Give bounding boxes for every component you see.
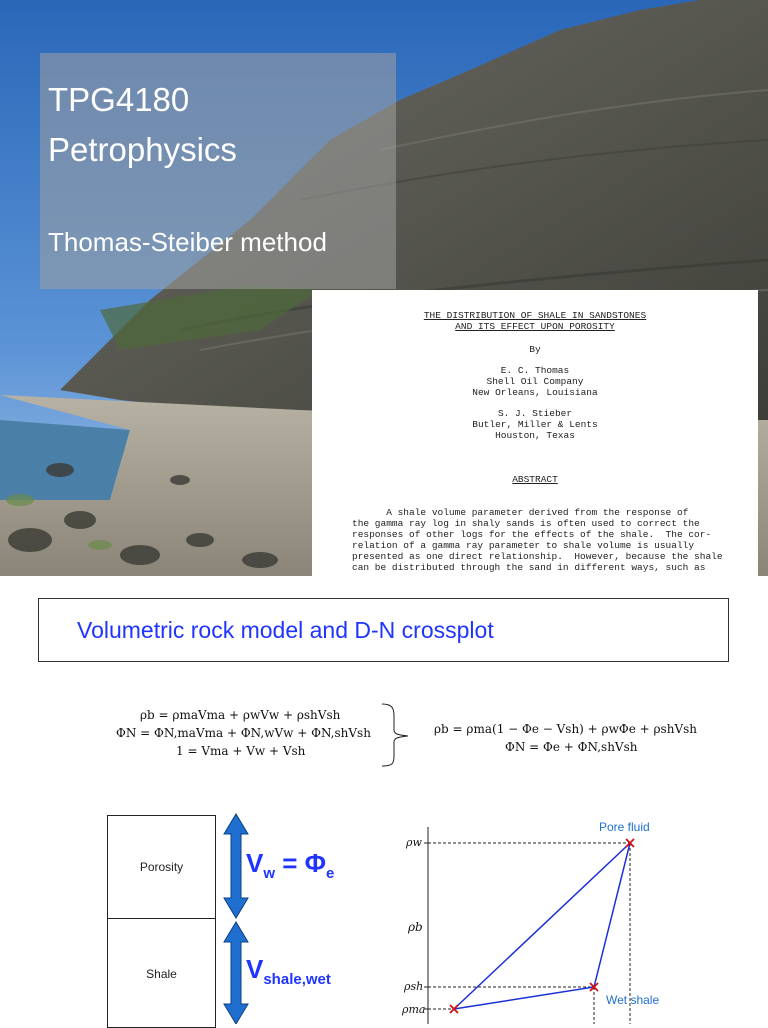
author2-city: Houston, Texas xyxy=(495,430,575,441)
paper-by: By xyxy=(529,344,541,355)
shale-label: Shale xyxy=(146,967,177,981)
vw-sub: w xyxy=(263,865,276,883)
paper-title-line1: THE DISTRIBUTION OF SHALE IN SANDSTONES xyxy=(423,310,647,321)
abstract-line: responses of other logs for the effects of the shale. The cor- xyxy=(352,529,712,540)
volume-arrows xyxy=(222,812,250,1024)
abstract-line: relation of a gamma ray parameter to shale volume is usually xyxy=(352,540,695,551)
rho-w-label: ρw xyxy=(406,836,422,849)
equation-volume-sum: 1 = Vma + Vw + Vsh xyxy=(176,744,306,758)
pore-fluid-label: Pore fluid xyxy=(599,820,650,834)
author1-city: New Orleans, Louisiana xyxy=(472,387,598,398)
abstract-line: presented as one direct relationship. However, because the shale xyxy=(352,551,723,562)
vw-eq: = Φ xyxy=(275,848,326,878)
author1-name: E. C. Thomas xyxy=(500,365,570,376)
vshale-label xyxy=(246,954,331,988)
shale-arrow-icon xyxy=(224,922,248,1024)
title-box xyxy=(40,53,396,289)
equation-neutron-reduced: ΦN = Φe + ΦN,shVsh xyxy=(505,740,638,754)
author2-org: Butler, Miller & Lents xyxy=(472,419,598,430)
paper-title-line2: AND ITS EFFECT UPON POROSITY xyxy=(455,321,615,332)
equation-density: ρb = ρmaVma + ρwVw + ρshVsh xyxy=(140,708,341,722)
shale-block xyxy=(107,918,216,1028)
vw-label xyxy=(246,848,334,882)
abstract-line: the gamma ray log in shaly sands is often used to correct the xyxy=(352,518,700,529)
porosity-label: Porosity xyxy=(139,860,184,874)
equation-density-reduced: ρb = ρma(1 − Φe − Vsh) + ρwΦe + ρshVsh xyxy=(434,722,697,736)
wet-shale-label: Wet shale xyxy=(606,993,660,1007)
rho-ma-label: ρma xyxy=(402,1003,426,1016)
paper-excerpt xyxy=(312,290,758,576)
porosity-block xyxy=(107,815,216,919)
abstract-line: A shale volume parameter derived from the response of xyxy=(352,507,689,518)
porosity-arrow-icon xyxy=(224,814,248,918)
curly-brace xyxy=(380,702,412,768)
shale-sand-triangle xyxy=(454,843,630,1009)
vshale-sub: shale,wet xyxy=(263,971,331,989)
vw-main: V xyxy=(246,848,264,878)
section-heading-box xyxy=(38,598,729,662)
abstract-line: can be distributed through the sand in different ways, such as xyxy=(352,562,706,573)
course-code: TPG4180 xyxy=(48,81,190,118)
vw-sub2: e xyxy=(326,865,335,883)
rho-b-label: ρb xyxy=(408,920,423,934)
author1-org: Shell Oil Company xyxy=(486,376,584,387)
course-name: Petrophysics xyxy=(48,131,237,168)
vshale-main: V xyxy=(246,954,264,984)
equation-neutron: ΦN = ΦN,maVma + ΦN,wVw + ΦN,shVsh xyxy=(116,726,371,740)
section-title: Volumetric rock model and D-N crossplot xyxy=(77,617,494,643)
author2-name: S. J. Stieber xyxy=(497,408,573,419)
abstract-heading: ABSTRACT xyxy=(512,474,558,485)
rho-sh-label: ρsh xyxy=(404,980,424,993)
topic-title: Thomas-Steiber method xyxy=(48,227,327,257)
